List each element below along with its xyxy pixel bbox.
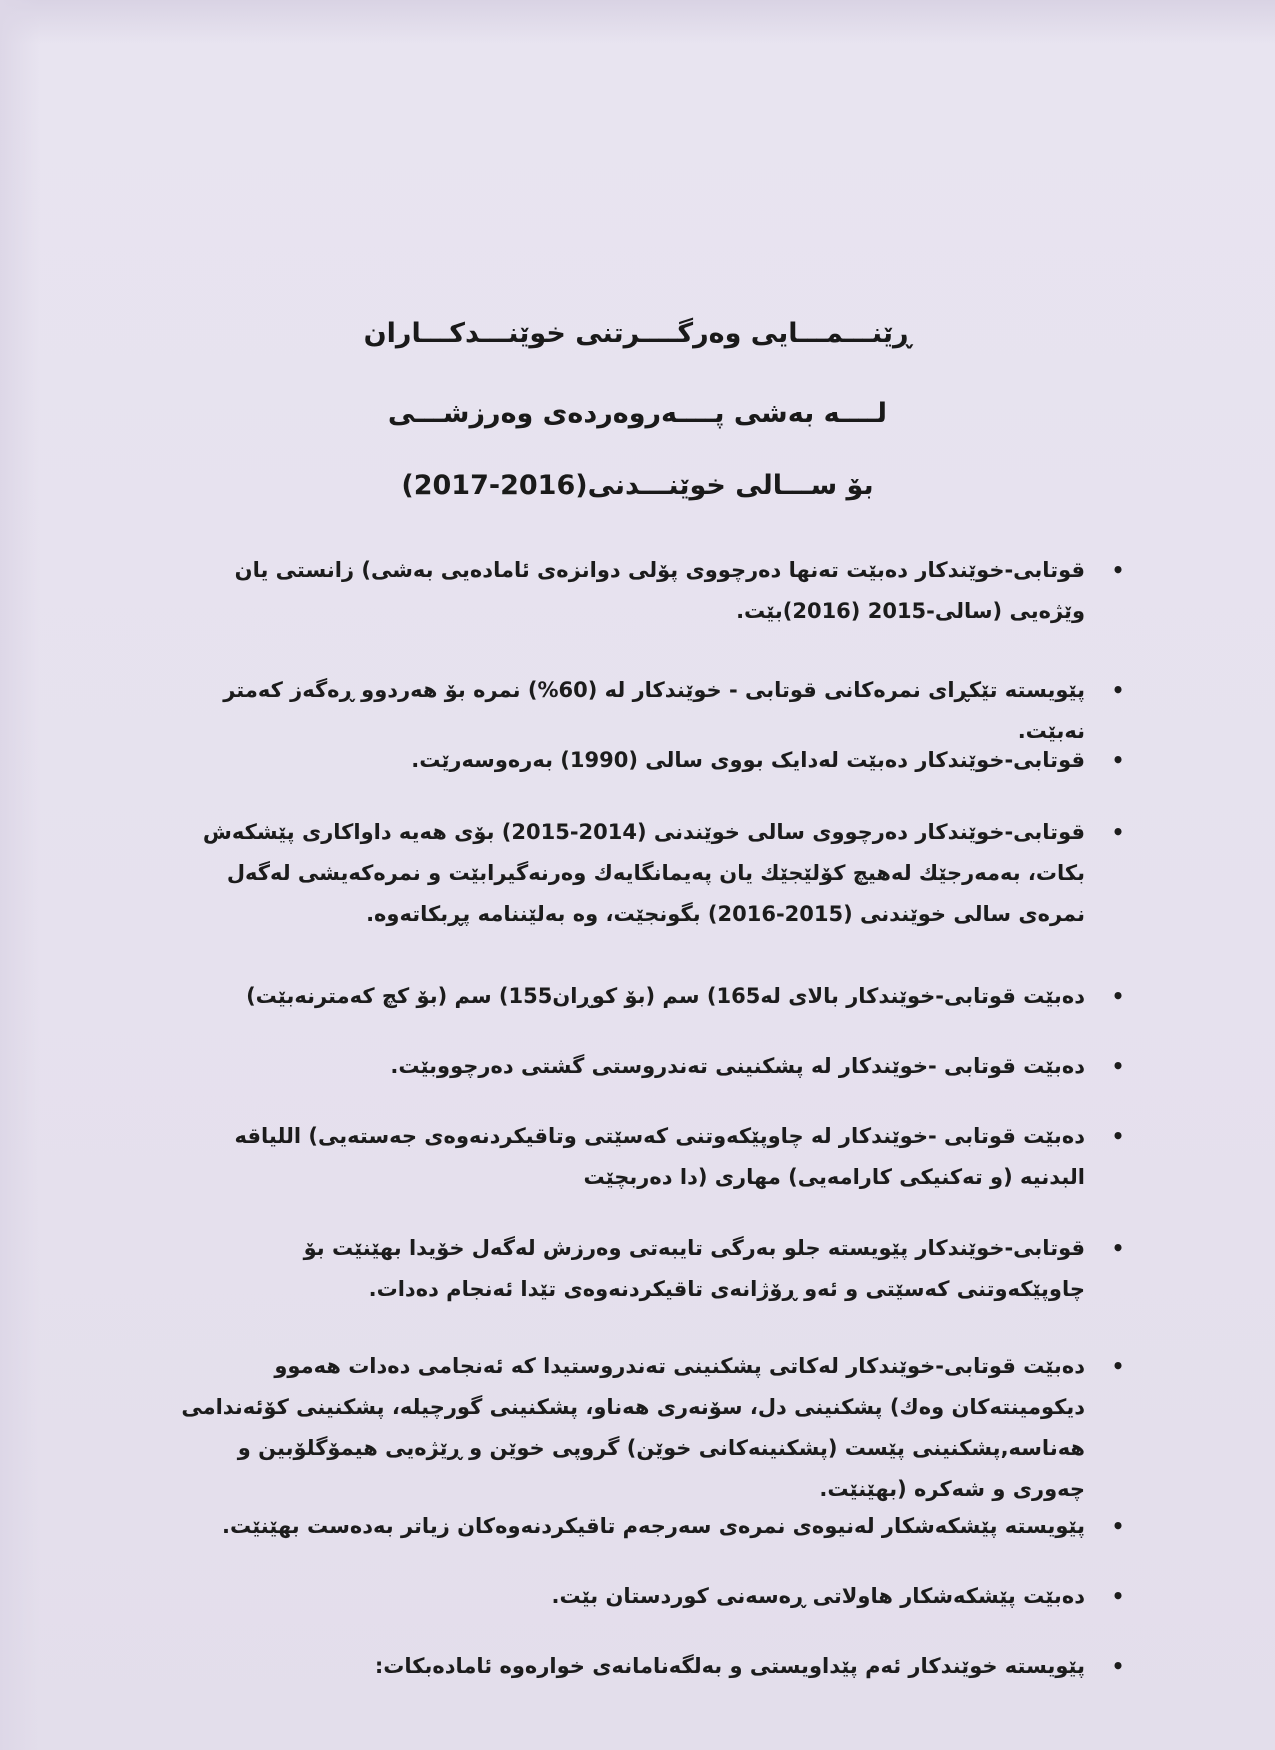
title-line-3: بۆ ســـالی خوێنـــدنی(2016-2017) xyxy=(401,470,874,501)
title-line-2: لــــە بەشی پــــەروەردەی وەرزشـــی xyxy=(387,398,888,429)
requirement-item xyxy=(180,812,1125,935)
bullet-icon: • xyxy=(1111,1354,1125,1378)
bullet-icon: • xyxy=(1111,1654,1125,1678)
title-line-1: ڕێنـــمـــایی وەرگــــرتنی خوێنـــدکـــاران xyxy=(363,318,912,349)
requirement-text: قوتابی-خوێندکار دەبێت لەدایک بووی سالی (1990) بەرەوسەرێت. xyxy=(411,748,1085,772)
requirement-text: دەبێت قوتابی -خوێندکار لە پشکنینی تەندروستی گشتی دەرچووبێت. xyxy=(390,1054,1085,1078)
requirement-item xyxy=(180,1646,1125,1687)
requirement-item xyxy=(180,976,1125,1017)
bullet-icon: • xyxy=(1111,1124,1125,1148)
requirement-text: پێویستە خوێندکار ئەم پێداویستی و بەلگەنامانەی خوارەوە ئامادەبکات: xyxy=(374,1654,1085,1678)
requirement-item xyxy=(180,740,1125,781)
bullet-icon: • xyxy=(1111,748,1125,772)
bullet-icon: • xyxy=(1111,820,1125,844)
requirement-item xyxy=(180,1346,1125,1510)
bullet-icon: • xyxy=(1111,1514,1125,1538)
requirement-item xyxy=(180,1116,1125,1198)
requirement-text: دەبێت قوتابی -خوێندکار لە چاوپێکەوتنی کەسێتی وتاقیکردنەوەی جەستەیی) اللياقه البدنيه (و تەکنیکی کارامەیی) مهاری (دا دەربچێت xyxy=(234,1124,1085,1189)
bullet-icon: • xyxy=(1111,1236,1125,1260)
bullet-icon: • xyxy=(1111,1584,1125,1608)
bullet-icon: • xyxy=(1111,678,1125,702)
bullet-icon: • xyxy=(1111,984,1125,1008)
requirement-text: پێویستە تێکڕای نمرەکانی قوتابی - خوێندکار لە (60%) نمرە بۆ هەردوو ڕەگەز کەمتر نەبێت. xyxy=(223,678,1085,743)
bullet-icon: • xyxy=(1111,1054,1125,1078)
requirement-text: پێویستە پێشکەشکار لەنیوەی نمرەی سەرجەم تاقیکردنەوەکان زیاتر بەدەست بهێنێت. xyxy=(222,1514,1085,1538)
requirement-item xyxy=(180,1228,1125,1310)
scan-shadow-left xyxy=(0,0,40,1750)
requirement-text: قوتابی-خوێندکار پێویستە جلو بەرگی تایبەتی وەرزش لەگەل خۆیدا بهێنێت بۆ چاوپێکەوتنی کەسێتی و ئەو ڕۆژانەی تاقیکردنەوەی تێدا ئەنجام دەدات. xyxy=(303,1236,1085,1301)
scan-shadow-top xyxy=(0,0,1275,44)
requirement-item xyxy=(180,1046,1125,1087)
requirement-item xyxy=(180,550,1125,632)
requirement-text: قوتابی-خوێندکار دەرچووی سالی خوێندنی (2014-2015) بۆی هەیە داواکاری پێشکەش بکات، بەمەرجێك لەهیچ کۆلێجێك یان پەیمانگایەك وەرنەگیرابێت و نمرەکەیشی لەگەل نمرەی سالی خوێندنی (2015-2016) بگونجێت، وە بەلێننامە پڕبکاتەوە. xyxy=(202,820,1085,926)
bullet-icon: • xyxy=(1111,558,1125,582)
requirement-item xyxy=(180,1576,1125,1617)
requirement-text: دەبێت قوتابی-خوێندکار بالای لە165) سم (بۆ کوڕان155) سم (بۆ کچ کەمترنەبێت) xyxy=(246,984,1085,1008)
requirement-text: دەبێت قوتابی-خوێندکار لەکاتی پشکنینی تەندروستیدا کە ئەنجامی دەدات هەموو دیکومینتەکان وەك) پشکنینی دل، سۆنەری هەناو، پشکنینی گورچیلە، پشکنینی کۆئەندامی هەناسە,پشکنینی پێست (پشکنینەکانی خوێن) گروپی خوێن و ڕێژەیی هیمۆگلۆبین و چەوری و شەکرە (بهێنێت. xyxy=(181,1354,1085,1501)
requirement-text: دەبێت پێشکەشکار هاولاتی ڕەسەنی کوردستان بێت. xyxy=(551,1584,1085,1608)
requirement-item xyxy=(180,1506,1125,1547)
requirement-text: قوتابی-خوێندکار دەبێت تەنها دەرچووی پۆلی دوانزەی ئامادەیی بەشی) زانستی یان وێژەیی (سالی-2015 (2016)بێت. xyxy=(234,558,1085,623)
